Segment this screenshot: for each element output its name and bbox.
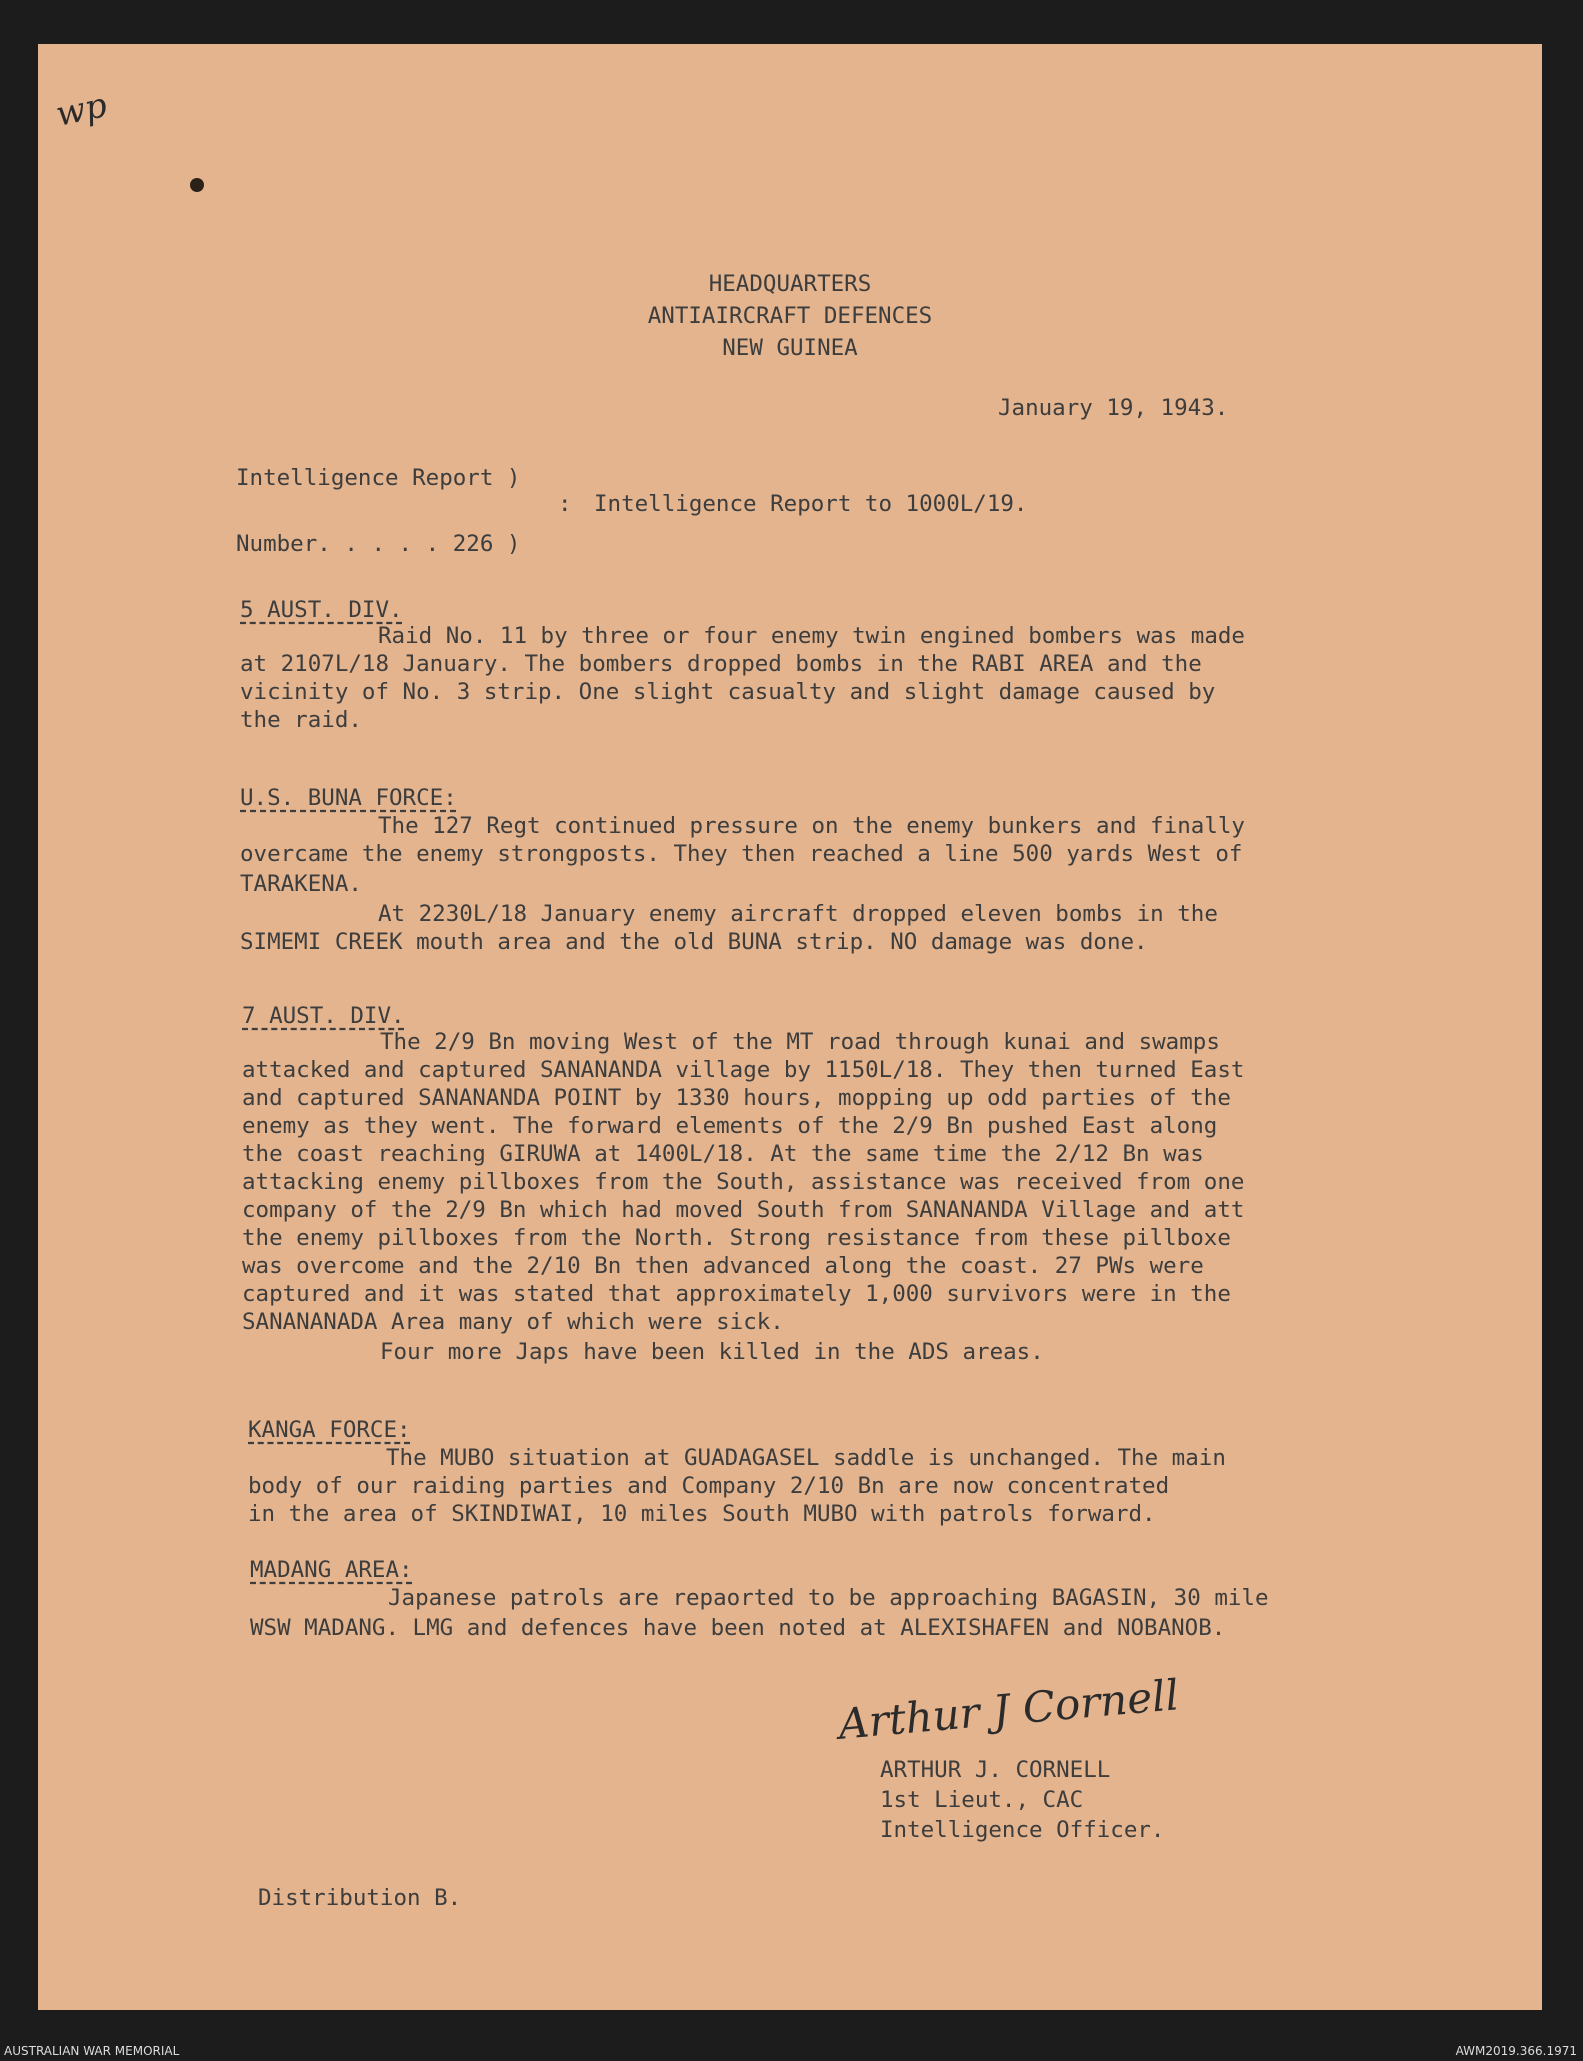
section-heading-5-aust-div: 5 AUST. DIV.: [240, 597, 403, 623]
report-number: Number. . . . . 226 ): [236, 531, 521, 557]
body-line: overcame the enemy strongposts. They then reached a line 500 yards West of: [240, 841, 1243, 867]
body-line: and captured SANANANDA POINT by 1330 hours, mopping up odd parties of the: [242, 1085, 1231, 1111]
body-line: enemy as they went. The forward elements of the 2/9 Bn pushed East along: [242, 1113, 1218, 1139]
section-heading-madang-area: MADANG AREA:: [250, 1557, 413, 1583]
body-line: in the area of SKINDIWAI, 10 miles South MUBO with patrols forward.: [248, 1501, 1156, 1527]
section-heading-us-buna-force: U.S. BUNA FORCE:: [240, 785, 457, 811]
body-line: TARAKENA.: [240, 871, 362, 897]
body-line: the coast reaching GIRUWA at 1400L/18. At the same time the 2/12 Bn was: [242, 1141, 1204, 1167]
footer-accession-number: AWM2019.366.1971: [1455, 2044, 1577, 2058]
signatory-name: ARTHUR J. CORNELL: [880, 1757, 1111, 1783]
signature: Arthur J Cornell: [836, 1670, 1181, 1749]
punch-hole: [190, 178, 204, 192]
body-line: vicinity of No. 3 strip. One slight casualty and slight damage caused by: [240, 679, 1216, 705]
handwritten-initials: wp: [52, 85, 111, 135]
body-line: body of our raiding parties and Company 2/10 Bn are now concentrated: [248, 1473, 1170, 1499]
body-line: Japanese patrols are repaorted to be approaching BAGASIN, 30 mile: [388, 1585, 1269, 1611]
report-date: January 19, 1943.: [998, 395, 1229, 421]
body-line: attacking enemy pillboxes from the South, assistance was received from one: [242, 1169, 1245, 1195]
body-line: The 127 Regt continued pressure on the enemy bunkers and finally: [378, 813, 1245, 839]
body-line: SANANANADA Area many of which were sick.: [242, 1309, 784, 1335]
report-label: Intelligence Report ): [236, 465, 521, 491]
body-line: Four more Japs have been killed in the ADS areas.: [380, 1339, 1044, 1365]
document-sheet: [38, 44, 1542, 2010]
footer-credit: AUSTRALIAN WAR MEMORIAL: [4, 2044, 180, 2058]
section-heading-7-aust-div: 7 AUST. DIV.: [242, 1003, 405, 1029]
body-line: at 2107L/18 January. The bombers dropped bombs in the RABI AREA and the: [240, 651, 1202, 677]
letterhead-line-3: NEW GUINEA: [722, 335, 858, 361]
distribution: Distribution B.: [258, 1885, 462, 1911]
signatory-title: Intelligence Officer.: [880, 1817, 1165, 1843]
body-line: attacked and captured SANANANDA village by 1150L/18. They then turned East: [242, 1057, 1245, 1083]
report-title: Intelligence Report to 1000L/19.: [594, 491, 1028, 517]
body-line: company of the 2/9 Bn which had moved South from SANANANDA Village and att: [242, 1197, 1245, 1223]
body-line: At 2230L/18 January enemy aircraft dropped eleven bombs in the: [378, 901, 1218, 927]
body-line: was overcome and the 2/10 Bn then advanced along the coast. 27 PWs were: [242, 1253, 1204, 1279]
body-line: the raid.: [240, 707, 362, 733]
body-line: captured and it was stated that approximately 1,000 survivors were in the: [242, 1281, 1231, 1307]
letterhead-line-1: HEADQUARTERS: [708, 271, 872, 297]
signatory-rank: 1st Lieut., CAC: [880, 1787, 1084, 1813]
report-colon: :: [558, 491, 572, 517]
letterhead-line-2: ANTIAIRCRAFT DEFENCES: [647, 303, 933, 329]
body-line: WSW MADANG. LMG and defences have been noted at ALEXISHAFEN and NOBANOB.: [250, 1615, 1226, 1641]
body-line: The MUBO situation at GUADAGASEL saddle is unchanged. The main: [386, 1445, 1226, 1471]
body-line: The 2/9 Bn moving West of the MT road through kunai and swamps: [380, 1029, 1220, 1055]
body-line: the enemy pillboxes from the North. Strong resistance from these pillboxe: [242, 1225, 1231, 1251]
section-heading-kanga-force: KANGA FORCE:: [248, 1417, 411, 1443]
body-line: Raid No. 11 by three or four enemy twin engined bombers was made: [378, 623, 1245, 649]
body-line: SIMEMI CREEK mouth area and the old BUNA strip. NO damage was done.: [240, 929, 1148, 955]
